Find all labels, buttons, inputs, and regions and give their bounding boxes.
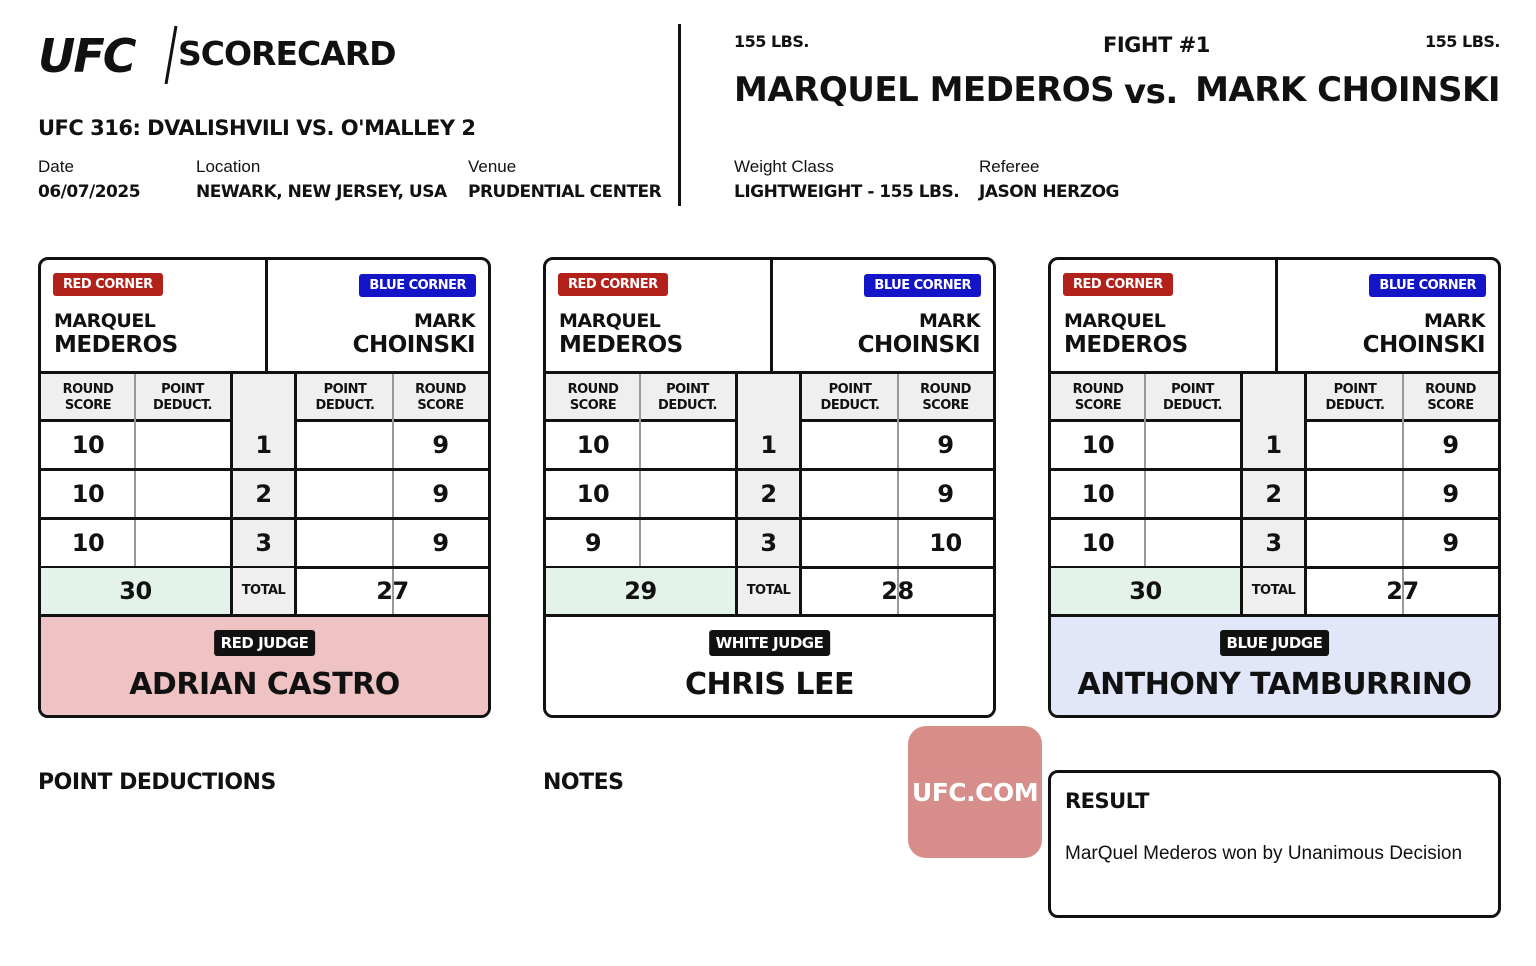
- blue-fighter-first-name: MARK: [414, 310, 475, 332]
- red-point-deduct-header: [1145, 374, 1240, 422]
- header-text: DEDUCT.: [658, 398, 717, 413]
- red-point-deduction: [135, 520, 230, 566]
- judge-tag: WHITE JUDGE: [709, 630, 831, 656]
- red-fighter-first-name: MARQUEL: [1064, 310, 1166, 332]
- event-title: UFC 316: DVALISHVILI VS. O'MALLEY 2: [38, 116, 476, 140]
- blue-round-score-header: [898, 374, 993, 422]
- red-round-score: 10: [71, 480, 105, 508]
- blue-fighter-last-name: CHOINSKI: [857, 332, 980, 358]
- blue-round-score-header: [393, 374, 488, 422]
- red-round-score: 10: [1081, 529, 1115, 557]
- blue-round-score: 9: [1442, 431, 1459, 459]
- round-number: 3: [255, 529, 272, 557]
- round-row: [546, 422, 993, 471]
- blue-point-deduct-header: [802, 374, 898, 422]
- red-point-deduction: [640, 422, 735, 468]
- corner-divider: [770, 260, 773, 374]
- red-fighter-first-name: MARQUEL: [559, 310, 661, 332]
- judge-tag: BLUE JUDGE: [1220, 630, 1330, 656]
- total-row: [1051, 568, 1498, 617]
- blue-point-deduction: [1307, 422, 1403, 468]
- round-row: [546, 520, 993, 569]
- round-number: 3: [760, 529, 777, 557]
- round-row: [546, 471, 993, 520]
- red-round-score: 10: [71, 529, 105, 557]
- card-fighters-header: [546, 260, 993, 374]
- header-text: SCORE: [569, 398, 617, 413]
- red-corner-badge: RED CORNER: [1063, 273, 1173, 296]
- notes-title: NOTES: [543, 770, 624, 795]
- red-point-deduct-header: [640, 374, 735, 422]
- round-number: 2: [760, 480, 777, 508]
- round-row: [1051, 520, 1498, 569]
- blue-fighter-first-name: MARK: [919, 310, 980, 332]
- red-round-score: 10: [1081, 431, 1115, 459]
- total-label: TOTAL: [735, 568, 802, 614]
- red-point-deduction: [1145, 520, 1240, 566]
- blue-total-score: 27: [376, 577, 409, 605]
- header-text: DEDUCT.: [820, 398, 880, 413]
- judge-name: ADRIAN CASTRO: [129, 667, 400, 702]
- judge-name: ANTHONY TAMBURRINO: [1077, 667, 1472, 702]
- blue-fighter-last-name: CHOINSKI: [1362, 332, 1485, 358]
- red-round-score: 9: [584, 529, 602, 557]
- ufc-com-watermark: UFC.COM: [908, 726, 1042, 858]
- venue-label: Venue: [468, 157, 517, 176]
- red-point-deduction: [640, 520, 735, 566]
- blue-round-score: 9: [432, 480, 449, 508]
- round-number: 2: [255, 480, 272, 508]
- red-total-score: 30: [119, 577, 152, 605]
- header-text: ROUND: [415, 382, 466, 397]
- red-round-score: 10: [1081, 480, 1115, 508]
- header-text: POINT: [828, 382, 872, 397]
- red-corner-badge: RED CORNER: [558, 273, 668, 296]
- blue-fighter-name: MARK CHOINSKI: [1195, 70, 1500, 110]
- header-text: DEDUCT.: [1163, 398, 1222, 413]
- red-total-score: 29: [624, 577, 657, 605]
- red-fighter-last-name: MEDEROS: [559, 332, 683, 358]
- red-round-score-header: [546, 374, 640, 422]
- total-row: [41, 568, 488, 617]
- round-row: [1051, 422, 1498, 471]
- ufc-logo: [38, 22, 396, 92]
- header-text: POINT: [1171, 382, 1214, 397]
- red-point-deduction: [135, 471, 230, 517]
- red-round-score-header: [1051, 374, 1145, 422]
- blue-point-deduction: [297, 471, 393, 517]
- judge-tag: RED JUDGE: [214, 630, 316, 656]
- red-round-score: 10: [576, 480, 610, 508]
- red-total-score: 30: [1129, 577, 1162, 605]
- blue-round-score: 9: [432, 529, 449, 557]
- blue-point-deduction: [297, 520, 393, 566]
- blue-round-score: 10: [929, 529, 962, 557]
- blue-total-score: 27: [1386, 577, 1419, 605]
- card-fighters-header: [1051, 260, 1498, 374]
- card-fighters-header: [41, 260, 488, 374]
- total-label: TOTAL: [1240, 568, 1307, 614]
- judge-scorecard: [1048, 257, 1501, 718]
- judge-section: [1051, 617, 1498, 718]
- round-row: [41, 520, 488, 569]
- point-deductions-title: POINT DEDUCTIONS: [38, 770, 276, 795]
- blue-corner-badge: BLUE CORNER: [1369, 274, 1486, 297]
- total-label: TOTAL: [230, 568, 297, 614]
- result-box: [1048, 770, 1501, 918]
- blue-fighter-last-name: CHOINSKI: [352, 332, 475, 358]
- red-fighter-last-name: MEDEROS: [1064, 332, 1188, 358]
- location-value: NEWARK, NEW JERSEY, USA: [196, 182, 447, 202]
- judge-name: CHRIS LEE: [684, 667, 855, 702]
- blue-point-deduction: [1307, 520, 1403, 566]
- blue-point-deduct-header: [297, 374, 393, 422]
- judge-scorecard: [543, 257, 996, 718]
- red-point-deduction: [1145, 471, 1240, 517]
- fight-number: FIGHT #1: [1103, 33, 1210, 57]
- red-round-score-header: [41, 374, 135, 422]
- blue-point-deduction: [802, 422, 898, 468]
- round-row: [41, 422, 488, 471]
- red-fighter-last-name: MEDEROS: [54, 332, 178, 358]
- red-point-deduction: [640, 471, 735, 517]
- header-text: POINT: [666, 382, 709, 397]
- blue-point-deduction: [297, 422, 393, 468]
- red-fighter-name: MARQUEL MEDEROS: [734, 70, 1115, 110]
- blue-point-deduction: [1307, 471, 1403, 517]
- header-text: SCORE: [1074, 398, 1122, 413]
- round-number: 3: [1265, 529, 1282, 557]
- logo-slash: [166, 26, 176, 84]
- judge-scorecard: [38, 257, 491, 718]
- date-value: 06/07/2025: [38, 182, 141, 202]
- red-point-deduction: [135, 422, 230, 468]
- header-text: ROUND: [920, 382, 971, 397]
- header-text: DEDUCT.: [1325, 398, 1385, 413]
- versus-label: vs.: [1124, 72, 1178, 112]
- round-number: 1: [760, 431, 777, 459]
- blue-fighter-first-name: MARK: [1424, 310, 1485, 332]
- header-text: POINT: [323, 382, 367, 397]
- total-row: [546, 568, 993, 617]
- ufc-logo-text: UFC: [38, 29, 135, 83]
- blue-corner-badge: BLUE CORNER: [359, 274, 476, 297]
- blue-total-score: 28: [881, 577, 914, 605]
- header-text: SCORE: [1427, 398, 1474, 413]
- corner-divider: [1275, 260, 1278, 374]
- header-divider: [678, 24, 681, 206]
- blue-round-score: 9: [937, 431, 954, 459]
- round-number: 2: [1265, 480, 1282, 508]
- blue-point-deduction: [802, 471, 898, 517]
- header-text: DEDUCT.: [315, 398, 375, 413]
- scorecard-title: SCORECARD: [178, 34, 396, 73]
- blue-round-score-header: [1403, 374, 1498, 422]
- header-text: SCORE: [417, 398, 464, 413]
- blue-round-score: 9: [1442, 480, 1459, 508]
- date-label: Date: [38, 157, 74, 176]
- round-number: 1: [255, 431, 272, 459]
- header-text: POINT: [161, 382, 204, 397]
- header-text: ROUND: [567, 382, 619, 397]
- round-number: 1: [1265, 431, 1282, 459]
- referee-value: JASON HERZOG: [979, 182, 1119, 202]
- weight-class-value: LIGHTWEIGHT - 155 LBS.: [734, 182, 960, 202]
- header-text: SCORE: [922, 398, 969, 413]
- blue-point-deduction: [802, 520, 898, 566]
- header-text: ROUND: [1425, 382, 1476, 397]
- header-text: ROUND: [1072, 382, 1124, 397]
- header-text: ROUND: [62, 382, 114, 397]
- red-point-deduct-header: [135, 374, 230, 422]
- red-round-score: 10: [576, 431, 610, 459]
- red-fighter-weight: 155 LBS.: [734, 32, 809, 51]
- red-fighter-first-name: MARQUEL: [54, 310, 156, 332]
- blue-point-deduct-header: [1307, 374, 1403, 422]
- round-row: [41, 471, 488, 520]
- red-point-deduction: [1145, 422, 1240, 468]
- blue-round-score: 9: [1442, 529, 1459, 557]
- judge-section: [546, 617, 993, 718]
- red-corner-badge: RED CORNER: [53, 273, 163, 296]
- judge-section: [41, 617, 488, 718]
- round-row: [1051, 471, 1498, 520]
- blue-corner-badge: BLUE CORNER: [864, 274, 981, 297]
- result-title: RESULT: [1065, 789, 1149, 813]
- result-text: MarQuel Mederos won by Unanimous Decision: [1065, 843, 1463, 864]
- referee-label: Referee: [979, 157, 1040, 176]
- venue-value: PRUDENTIAL CENTER: [468, 182, 662, 202]
- header-text: POINT: [1333, 382, 1377, 397]
- header-text: DEDUCT.: [153, 398, 212, 413]
- weight-class-label: Weight Class: [734, 157, 834, 176]
- corner-divider: [265, 260, 268, 374]
- blue-round-score: 9: [937, 480, 954, 508]
- blue-fighter-weight: 155 LBS.: [1425, 32, 1500, 51]
- location-label: Location: [196, 157, 261, 176]
- blue-round-score: 9: [432, 431, 449, 459]
- red-round-score: 10: [71, 431, 105, 459]
- header-text: SCORE: [64, 398, 112, 413]
